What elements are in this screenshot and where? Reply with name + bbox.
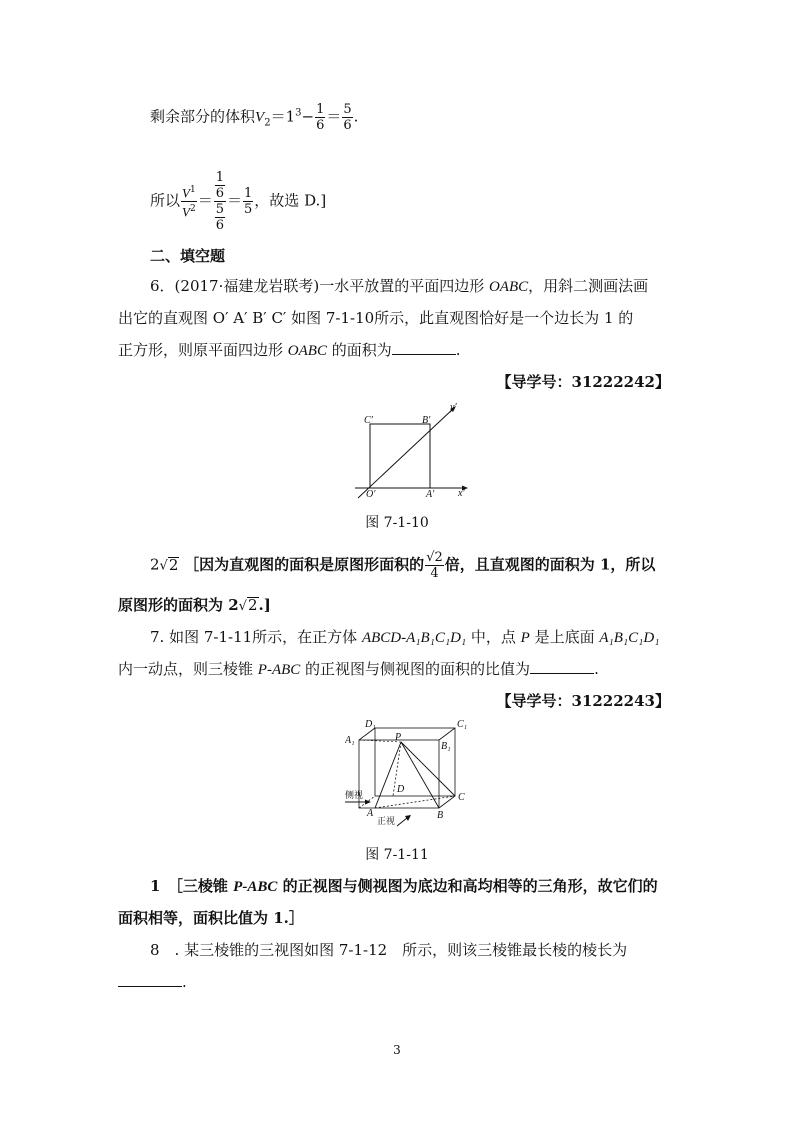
- front-view-arrowhead: [405, 815, 411, 821]
- answer-blank[interactable]: [118, 972, 182, 987]
- var: OABC: [287, 343, 327, 359]
- inner-frac: [215, 202, 225, 233]
- text: ，用斜二测画法画: [528, 277, 649, 295]
- period: .: [353, 107, 359, 126]
- label-c: C: [458, 792, 465, 803]
- edge: [439, 728, 455, 740]
- edge-ac: [375, 796, 455, 808]
- q7-reference-number: 【导学号：31222243】: [496, 692, 670, 710]
- edge: [439, 796, 455, 808]
- label-side-view: 侧视: [345, 791, 364, 801]
- root: √: [238, 599, 247, 614]
- text: ［因为直观图的面积是原图形面积的: [184, 555, 425, 574]
- num: 1: [316, 102, 325, 117]
- q7-line1: [150, 627, 659, 648]
- figure-7-1-10: [350, 400, 480, 500]
- equals: ＝: [227, 191, 243, 210]
- q6-reference-number: 【导学号：31222242】: [496, 373, 670, 391]
- radicand: 2: [247, 596, 258, 614]
- root: √: [159, 558, 168, 574]
- answer-d: ，故选 D.]: [254, 191, 327, 210]
- v: V: [182, 204, 190, 220]
- q6-line2: 出它的直观图 O′ A′ B′ C′ 如图 7-1-10所示，此直观图恰好是一个边长为 1 的: [118, 309, 634, 327]
- front-view-arrow: [397, 818, 407, 826]
- text: 原图形的面积为 2: [118, 596, 239, 614]
- label-d1: D₁: [365, 719, 376, 730]
- fraction-five-sixths: [342, 102, 352, 133]
- edge-pb: [401, 742, 439, 808]
- q7-answer-line1: [150, 876, 658, 897]
- subscript: 2: [264, 117, 271, 129]
- label-b1: B₁: [441, 741, 451, 752]
- period: .: [182, 973, 187, 991]
- q6-answer-line1: [150, 550, 655, 581]
- figure-caption-7-1-11: 图 7-1-11: [365, 847, 429, 863]
- equals: ＝: [197, 191, 213, 210]
- den: 6: [343, 118, 352, 133]
- label-o: O′: [366, 489, 376, 500]
- q7-line2: [118, 659, 599, 680]
- complex-fraction: [214, 170, 226, 233]
- num: 5: [343, 102, 352, 117]
- q6-answer-line2: [118, 595, 271, 617]
- q8-line1: 8 . 某三棱锥的三视图如图 7-1-12 所示，则该三棱锥最长棱的棱长为: [150, 941, 628, 959]
- q7-answer-line2: 面积相等，面积比值为 1.］: [118, 909, 304, 927]
- text: 正方形，则原平面四边形: [118, 341, 288, 359]
- label-front-view: 正视: [377, 817, 396, 827]
- label-b: B: [437, 810, 444, 821]
- back-face: [375, 728, 455, 796]
- den: 6: [215, 218, 224, 233]
- figure-7-1-11: [345, 718, 480, 833]
- equals: ＝1: [270, 107, 296, 126]
- den: 6: [215, 186, 224, 201]
- label-c1: C₁: [457, 719, 468, 730]
- text: .]: [258, 596, 271, 614]
- text: 的正视图与侧视图的面积的比值为: [300, 660, 531, 678]
- num: √2: [426, 550, 443, 565]
- den: 6: [316, 118, 325, 133]
- text: 剩余部分的体积: [150, 107, 256, 126]
- answer-blank[interactable]: [392, 340, 456, 355]
- sup: 2: [189, 204, 196, 214]
- var: A₁B₁C₁D₁: [599, 630, 660, 646]
- num: 1: [215, 170, 224, 185]
- text: 所以: [150, 191, 181, 210]
- var-v: V: [255, 109, 265, 126]
- den: [214, 202, 226, 233]
- text: 的面积为: [326, 341, 392, 359]
- section-title: 二、填空题: [150, 247, 226, 265]
- sup: 1: [189, 184, 196, 195]
- inner-frac: [215, 170, 225, 201]
- period: .: [594, 660, 599, 678]
- equals: ＝: [326, 107, 342, 126]
- text: 1 ［三棱锥: [150, 877, 234, 895]
- num: 5: [215, 202, 224, 217]
- period: .: [455, 341, 461, 359]
- num: [214, 170, 226, 202]
- text: 7. 如图 7-1-11所示，在正方体: [150, 628, 362, 646]
- fraction-one-fifth: [243, 186, 253, 217]
- minus: −: [301, 107, 315, 126]
- den: [181, 202, 197, 220]
- label-a: A′: [426, 489, 435, 500]
- answer-blank[interactable]: [530, 659, 594, 674]
- fraction-v1-v2: [181, 183, 197, 221]
- var: OABC: [488, 279, 529, 295]
- label-y: y′: [450, 402, 457, 413]
- fraction-one-sixth: [315, 102, 325, 133]
- var: P-ABC: [257, 662, 301, 678]
- edge-pa: [375, 742, 401, 808]
- remaining-volume-line: [150, 102, 358, 134]
- fraction-sqrt2-over-4: [425, 550, 444, 581]
- q6-line1: [150, 276, 648, 297]
- text: 6．(2017·福建龙岩联考)一水平放置的平面四边形: [150, 277, 489, 295]
- radicand: 2: [168, 555, 179, 574]
- num: [181, 183, 197, 202]
- label-b: B′: [422, 415, 431, 426]
- label-p: P: [395, 732, 402, 743]
- text: 倍，且直观图的面积为 1，所以: [444, 555, 656, 574]
- q8-line2: [118, 972, 187, 992]
- den: 4: [430, 566, 439, 581]
- label-x: x′: [458, 488, 465, 499]
- label-c: C′: [364, 415, 373, 426]
- v: V: [182, 185, 190, 200]
- label-d: D: [397, 784, 405, 795]
- var: P: [520, 630, 530, 646]
- figure-caption-7-1-10: 图 7-1-10: [365, 515, 429, 531]
- front-face: [359, 740, 439, 808]
- text: 内一动点，则三棱锥: [118, 660, 258, 678]
- q6-line3: [118, 340, 461, 361]
- side-view-arrowhead: [365, 800, 371, 805]
- page-number: 3: [393, 1043, 401, 1057]
- den: 5: [244, 202, 253, 217]
- ratio-line: [150, 170, 326, 233]
- num: 1: [244, 186, 253, 201]
- text: 中，点: [466, 628, 521, 646]
- text: 是上底面: [529, 628, 600, 646]
- var: P-ABC: [233, 879, 278, 895]
- label-a1: A₁: [345, 735, 355, 746]
- label-a: A: [367, 808, 374, 819]
- num: 2: [150, 555, 160, 574]
- var: ABCD-A₁B₁C₁D₁: [361, 630, 467, 646]
- exponent: 3: [295, 107, 302, 119]
- text: 的正视图与侧视图为底边和高均相等的三角形，故它们的: [277, 877, 658, 895]
